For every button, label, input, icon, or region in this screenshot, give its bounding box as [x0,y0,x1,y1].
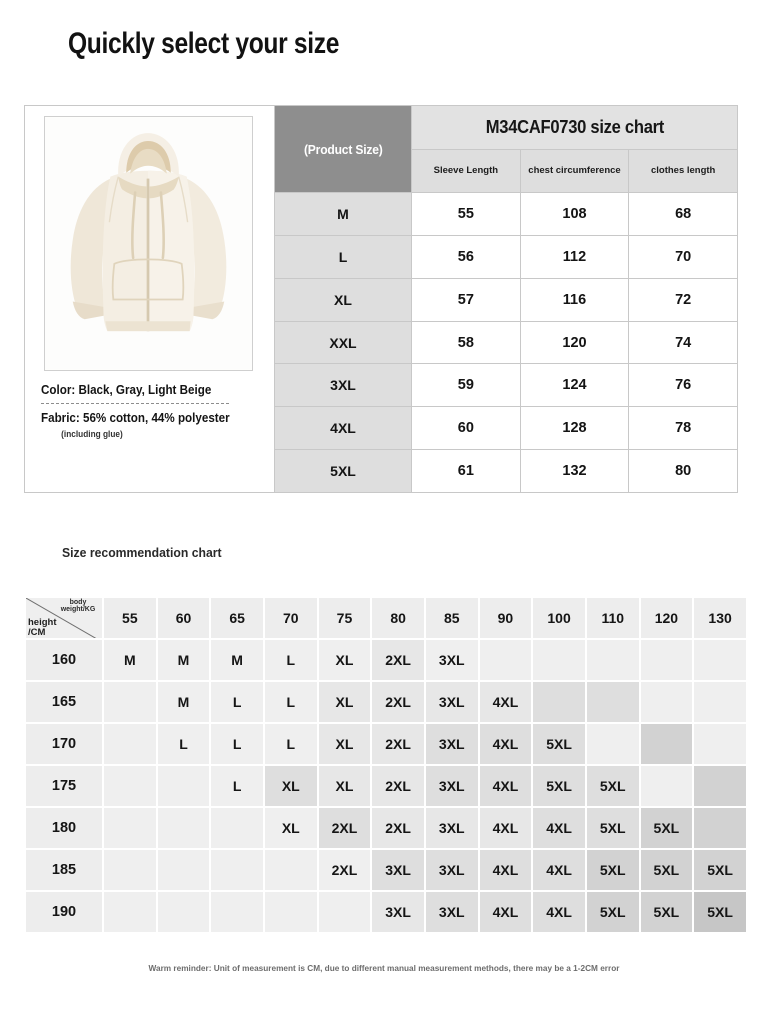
recommended-size-cell: 3XL [372,892,424,932]
table-row [26,724,746,764]
empty-cell [104,850,156,890]
empty-cell [694,640,746,680]
empty-cell [587,724,639,764]
recommended-size-cell: L [211,724,263,764]
product-color: Color: Black, Gray, Light Beige [41,383,212,397]
size-label-cell: 3XL [275,363,411,406]
empty-cell [104,724,156,764]
empty-cell [480,640,532,680]
table-row [412,363,737,406]
table-row [26,640,746,680]
recommended-size-cell: 4XL [480,766,532,806]
empty-cell [641,682,693,722]
table-row [412,449,737,492]
measurement-headers [412,150,737,192]
weight-column-header: 130 [694,598,746,638]
empty-cell [104,682,156,722]
table-row [412,192,737,235]
table-row [412,321,737,364]
column-header-chest-circumference: chest circumference [521,150,630,192]
empty-cell [587,682,639,722]
weight-axis-label: body weight/KG [60,599,96,613]
empty-cell [211,808,263,848]
recommended-size-cell: XL [319,682,371,722]
table-row [26,766,746,806]
recommended-size-cell: 5XL [587,892,639,932]
empty-cell [211,850,263,890]
measurement-rows [412,192,737,492]
recommended-size-cell: 2XL [372,724,424,764]
cell-clothes-length: 78 [675,420,692,437]
height-axis-label: height /CM [28,617,57,638]
recommended-size-cell: 3XL [426,892,478,932]
recommended-size-cell: 2XL [372,766,424,806]
column-header-clothes-length: clothes length [650,165,716,177]
product-size-column [275,106,412,492]
height-row-header: 185 [26,850,102,890]
cell-chest-circumference: 108 [521,193,630,235]
empty-cell [265,850,317,890]
cell-clothes-length: 68 [675,205,692,222]
weight-column-header: 65 [211,598,263,638]
height-row-header: 175 [26,766,102,806]
cell-chest-circumference: 132 [521,450,630,492]
recommended-size-cell: XL [265,766,317,806]
height-row-header: 160 [26,640,102,680]
recommended-size-cell: 5XL [694,850,746,890]
empty-cell [158,766,210,806]
cell-sleeve-length: 57 [412,279,521,321]
weight-column-header: 55 [104,598,156,638]
cell-clothes-length: 70 [675,248,692,265]
height-row-header: 180 [26,808,102,848]
table-row [26,808,746,848]
recommendation-header-row [26,598,746,638]
recommended-size-cell: 4XL [480,892,532,932]
recommended-size-cell: 5XL [587,766,639,806]
height-row-header: 170 [26,724,102,764]
product-size-header [275,106,411,192]
table-row [412,278,737,321]
size-chart-title-label: M34CAF0730 size chart [485,117,664,137]
height-row-header: 190 [26,892,102,932]
empty-cell [533,640,585,680]
recommended-size-cell: 4XL [480,850,532,890]
product-fabric-note: (including glue) [61,429,123,439]
recommended-size-cell: 3XL [426,808,478,848]
cell-clothes-length: 72 [675,291,692,308]
recommended-size-cell: 4XL [533,850,585,890]
recommended-size-cell: 5XL [641,892,693,932]
recommended-size-cell: 5XL [533,766,585,806]
empty-cell [104,808,156,848]
recommended-size-cell: L [265,640,317,680]
weight-column-header: 110 [587,598,639,638]
empty-cell [319,892,371,932]
recommended-size-cell: 3XL [426,766,478,806]
weight-column-header: 85 [426,598,478,638]
empty-cell [694,682,746,722]
empty-cell [104,892,156,932]
weight-column-header: 120 [641,598,693,638]
recommended-size-cell: M [104,640,156,680]
recommended-size-cell: 2XL [319,850,371,890]
recommended-size-cell: XL [319,724,371,764]
weight-column-header: 60 [158,598,210,638]
empty-cell [641,640,693,680]
product-image [44,116,253,371]
recommended-size-cell: L [158,724,210,764]
recommended-size-cell: M [158,682,210,722]
product-pane [25,106,275,492]
cell-clothes-length: 74 [675,334,692,351]
empty-cell [641,724,693,764]
cell-clothes-length: 76 [675,377,692,394]
recommended-size-cell: 2XL [319,808,371,848]
empty-cell [158,850,210,890]
recommended-size-cell: 2XL [372,640,424,680]
recommended-size-cell: 2XL [372,682,424,722]
weight-column-header: 75 [319,598,371,638]
recommended-size-cell: 3XL [372,850,424,890]
size-label-cell: XXL [275,321,411,364]
empty-cell [694,808,746,848]
recommended-size-cell: M [211,640,263,680]
empty-cell [694,724,746,764]
empty-cell [694,766,746,806]
measurements-pane [412,106,737,492]
recommended-size-cell: L [265,724,317,764]
recommended-size-cell: 5XL [533,724,585,764]
recommended-size-cell: L [211,766,263,806]
recommendation-title: Size recommendation chart [62,545,222,560]
cell-chest-circumference: 112 [521,236,630,278]
weight-column-header: 80 [372,598,424,638]
size-chart-title [412,106,737,150]
recommended-size-cell: 5XL [587,850,639,890]
recommended-size-cell: 3XL [426,682,478,722]
table-row [26,850,746,890]
empty-cell [533,682,585,722]
hoodie-illustration [45,117,252,370]
cell-sleeve-length: 60 [412,407,521,449]
recommended-size-cell: M [158,640,210,680]
table-row [26,892,746,932]
empty-cell [587,640,639,680]
cell-chest-circumference: 128 [521,407,630,449]
recommended-size-cell: 5XL [694,892,746,932]
column-header-sleeve-length: Sleeve Length [412,150,521,192]
size-chart-panel [24,105,738,493]
cell-sleeve-length: 61 [412,450,521,492]
size-label-cell: M [275,192,411,235]
footer-note: Warm reminder: Unit of measurement is CM, due to different manual measurement methods, there may be a 1-2CM error [148,963,620,973]
recommended-size-cell: 4XL [533,808,585,848]
recommended-size-cell: 4XL [480,682,532,722]
recommended-size-cell: 4XL [480,724,532,764]
cell-clothes-length: 80 [675,463,692,480]
recommended-size-cell: 3XL [426,850,478,890]
empty-cell [158,808,210,848]
recommended-size-cell: L [265,682,317,722]
recommended-size-cell: 5XL [587,808,639,848]
product-info [41,383,266,440]
weight-column-header: 100 [533,598,585,638]
empty-cell [158,892,210,932]
empty-cell [641,766,693,806]
recommended-size-cell: XL [319,766,371,806]
weight-column-header: 90 [480,598,532,638]
recommended-size-cell: 5XL [641,850,693,890]
height-row-header: 165 [26,682,102,722]
recommended-size-cell: XL [265,808,317,848]
page-title: Quickly select your size [68,27,340,60]
recommended-size-cell: 2XL [372,808,424,848]
table-row [412,235,737,278]
cell-chest-circumference: 124 [521,364,630,406]
cell-chest-circumference: 116 [521,279,630,321]
cell-sleeve-length: 56 [412,236,521,278]
recommended-size-cell: 5XL [641,808,693,848]
recommended-size-cell: 3XL [426,724,478,764]
empty-cell [265,892,317,932]
cell-sleeve-length: 55 [412,193,521,235]
recommended-size-cell: 4XL [480,808,532,848]
empty-cell [211,892,263,932]
weight-column-header: 70 [265,598,317,638]
empty-cell [104,766,156,806]
product-size-header-label: (Product Size) [303,141,383,157]
cell-sleeve-length: 59 [412,364,521,406]
cell-sleeve-length: 58 [412,322,521,364]
cell-chest-circumference: 120 [521,322,630,364]
size-recommendation-table [24,596,748,934]
axis-corner-cell [26,598,102,638]
table-row [26,682,746,722]
size-label-cell: L [275,235,411,278]
size-label-cell: XL [275,278,411,321]
recommended-size-cell: L [211,682,263,722]
recommended-size-cell: XL [319,640,371,680]
product-fabric: Fabric: 56% cotton, 44% polyester [41,411,230,425]
size-label-cell: 4XL [275,406,411,449]
size-label-cell: 5XL [275,449,411,492]
info-divider [41,403,229,404]
table-row [412,406,737,449]
size-chart [275,106,737,492]
recommended-size-cell: 4XL [533,892,585,932]
recommended-size-cell: 3XL [426,640,478,680]
